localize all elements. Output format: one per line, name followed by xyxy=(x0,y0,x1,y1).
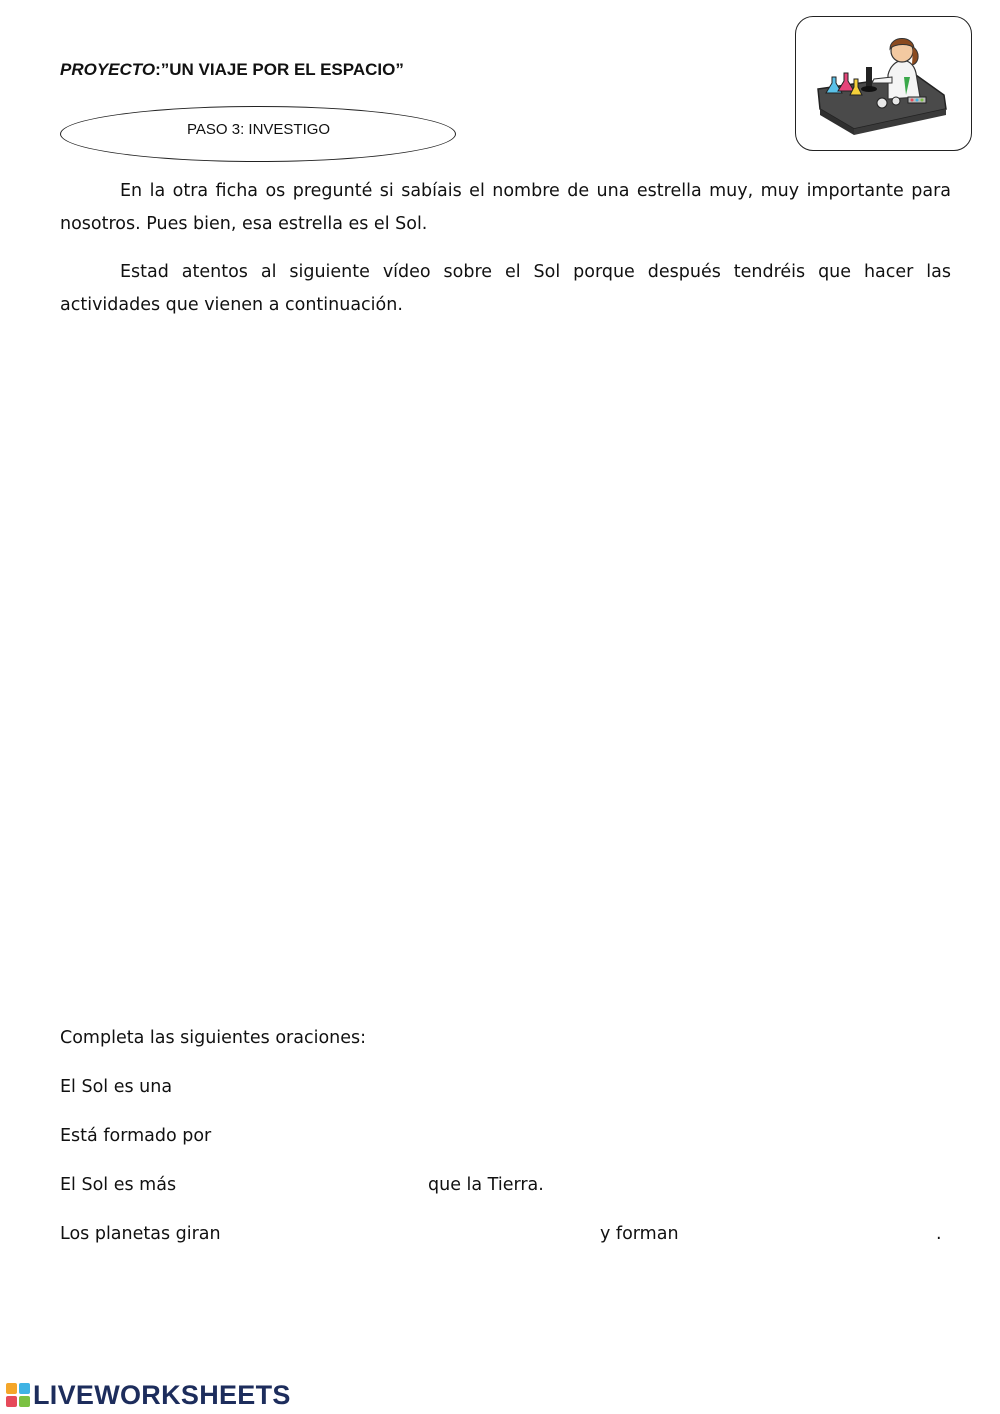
liveworksheets-logo-icon xyxy=(6,1383,30,1407)
intro-paragraph-1: En la otra ficha os pregunté si sabíais el nombre de una estrella muy, muy importante para nosotros. Pues bien, esa estrella es el Sol. xyxy=(60,181,951,234)
project-title-prefix: PROYECTO xyxy=(60,60,156,79)
sentence-4-middle: y forman xyxy=(600,1224,679,1244)
sentence-3-end: que la Tierra. xyxy=(428,1175,544,1195)
sentence-4-start: Los planetas giran xyxy=(60,1224,221,1244)
step-label: PASO 3: INVESTIGO xyxy=(187,121,331,138)
exercise-heading: Completa las siguientes oraciones: xyxy=(60,1028,367,1048)
sentence-3-start: El Sol es más xyxy=(60,1175,177,1195)
liveworksheets-logo xyxy=(6,1380,291,1410)
sentence-2: Está formado por xyxy=(60,1126,212,1146)
scientist-laboratory-icon xyxy=(796,17,970,149)
sentence-4-end: . xyxy=(936,1224,942,1244)
project-title-text: :”UN VIAJE POR EL ESPACIO” xyxy=(155,60,404,79)
project-title xyxy=(60,60,404,80)
liveworksheets-logo-text: LIVEWORKSHEETS xyxy=(33,1379,291,1410)
scientist-image-frame xyxy=(795,16,972,151)
sentence-1: El Sol es una xyxy=(60,1077,173,1097)
intro-paragraph-2: Estad atentos al siguiente vídeo sobre el Sol porque después tendréis que hacer las actividades que vienen a continuación. xyxy=(60,262,951,315)
